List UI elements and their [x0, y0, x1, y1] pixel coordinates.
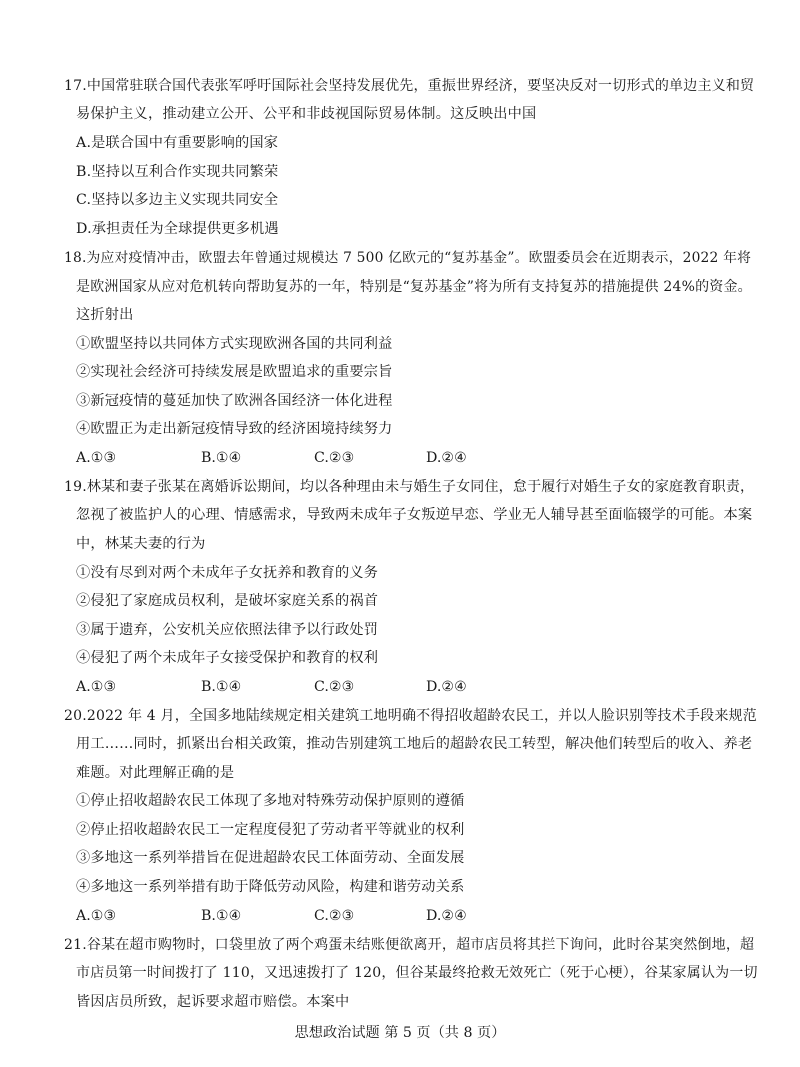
choice-b: B.①④	[201, 908, 242, 924]
statement-4: ④多地这一系列举措有助于降低劳动风险，构建和谐劳动关系	[76, 879, 465, 895]
question-stem-line: 难题。对此理解正确的是	[76, 765, 235, 781]
question-stem-line: 忽视了被监护人的心理、情感需求，导致两未成年子女叛逆早恋、学业无人辅导甚至面临辍学的可能。本案	[76, 507, 753, 523]
choice-c: C.②③	[314, 450, 355, 466]
statement-1: ①没有尽到对两个未成年子女抚养和教育的义务	[76, 565, 379, 581]
question-stem-line: 易保护主义，推动建立公开、公平和非歧视国际贸易体制。这反映出中国	[76, 106, 537, 122]
choice-c: C.②③	[314, 679, 355, 695]
page-footer: 思想政治试题 第 5 页（共 8 页）	[294, 1025, 506, 1041]
choice-a: A.①③	[76, 679, 117, 695]
statement-3: ③属于遗弃，公安机关应依照法律予以行政处罚	[76, 622, 379, 638]
option-d: D.承担责任为全球提供更多机遇	[76, 221, 279, 237]
question-stem-line: 18.为应对疫情冲击，欧盟去年曾通过规模达 7 500 亿欧元的“复苏基金”。欧盟委员会在近期表示，2022 年将	[64, 250, 752, 266]
statement-3: ③新冠疫情的蔓延加快了欧洲各国经济一体化进程	[76, 393, 393, 409]
choice-d: D.②④	[426, 679, 467, 695]
question-stem-line: 中，林某夫妻的行为	[76, 536, 206, 552]
question-stem-line: 市店员第一时间拨打了 110，又迅速拨打了 120，但谷某最终抢救无效死亡（死于心梗），谷某家属认为一切	[76, 965, 758, 981]
option-b: B.坚持以互利合作实现共同繁荣	[76, 164, 279, 180]
choice-d: D.②④	[426, 908, 467, 924]
choice-a: A.①③	[76, 450, 117, 466]
statement-4: ④欧盟正为走出新冠疫情导致的经济困境持续努力	[76, 421, 393, 437]
question-stem-line: 20.2022 年 4 月，全国多地陆续规定相关建筑工地明确不得招收超龄农民工，并以人脸识别等技术手段来规范	[64, 708, 757, 724]
statement-2: ②实现社会经济可持续发展是欧盟追求的重要宗旨	[76, 364, 393, 380]
option-a: A.是联合国中有重要影响的国家	[76, 135, 279, 151]
choice-d: D.②④	[426, 450, 467, 466]
statement-3: ③多地这一系列举措旨在促进超龄农民工体面劳动、全面发展	[76, 850, 465, 866]
question-stem-line: 皆因店员所致，起诉要求超市赔偿。本案中	[76, 994, 350, 1010]
choice-b: B.①④	[201, 679, 242, 695]
choice-b: B.①④	[201, 450, 242, 466]
question-stem-line: 这折射出	[76, 307, 134, 323]
option-c: C.坚持以多边主义实现共同安全	[76, 192, 279, 208]
choice-c: C.②③	[314, 908, 355, 924]
statement-1: ①停止招收超龄农民工体现了多地对特殊劳动保护原则的遵循	[76, 793, 465, 809]
question-stem-line: 17.中国常驻联合国代表张军呼吁国际社会坚持发展优先，重振世界经济，要坚决反对一切形式的单边主义和贸	[64, 78, 755, 94]
statement-2: ②侵犯了家庭成员权利，是破坏家庭关系的祸首	[76, 593, 379, 609]
question-stem-line: 21.谷某在超市购物时，口袋里放了两个鸡蛋未结账便欲离开，超市店员将其拦下询问，此时谷某突然倒地，超	[64, 937, 755, 953]
choice-a: A.①③	[76, 908, 117, 924]
statement-4: ④侵犯了两个未成年子女接受保护和教育的权利	[76, 650, 379, 666]
statement-2: ②停止招收超龄农民工一定程度侵犯了劳动者平等就业的权利	[76, 822, 465, 838]
question-stem-line: 是欧洲国家从应对危机转向帮助复苏的一年，特别是“复苏基金”将为所有支持复苏的措施提供 24%的资金。	[76, 279, 752, 295]
question-stem-line: 19.林某和妻子张某在离婚诉讼期间，均以各种理由未与婚生子女同住，怠于履行对婚生子女的家庭教育职责，	[64, 479, 755, 495]
statement-1: ①欧盟坚持以共同体方式实现欧洲各国的共同利益	[76, 336, 393, 352]
question-stem-line: 用工……同时，抓紧出台相关政策，推动告别建筑工地后的超龄农民工转型，解决他们转型后的收入、养老	[76, 736, 753, 752]
